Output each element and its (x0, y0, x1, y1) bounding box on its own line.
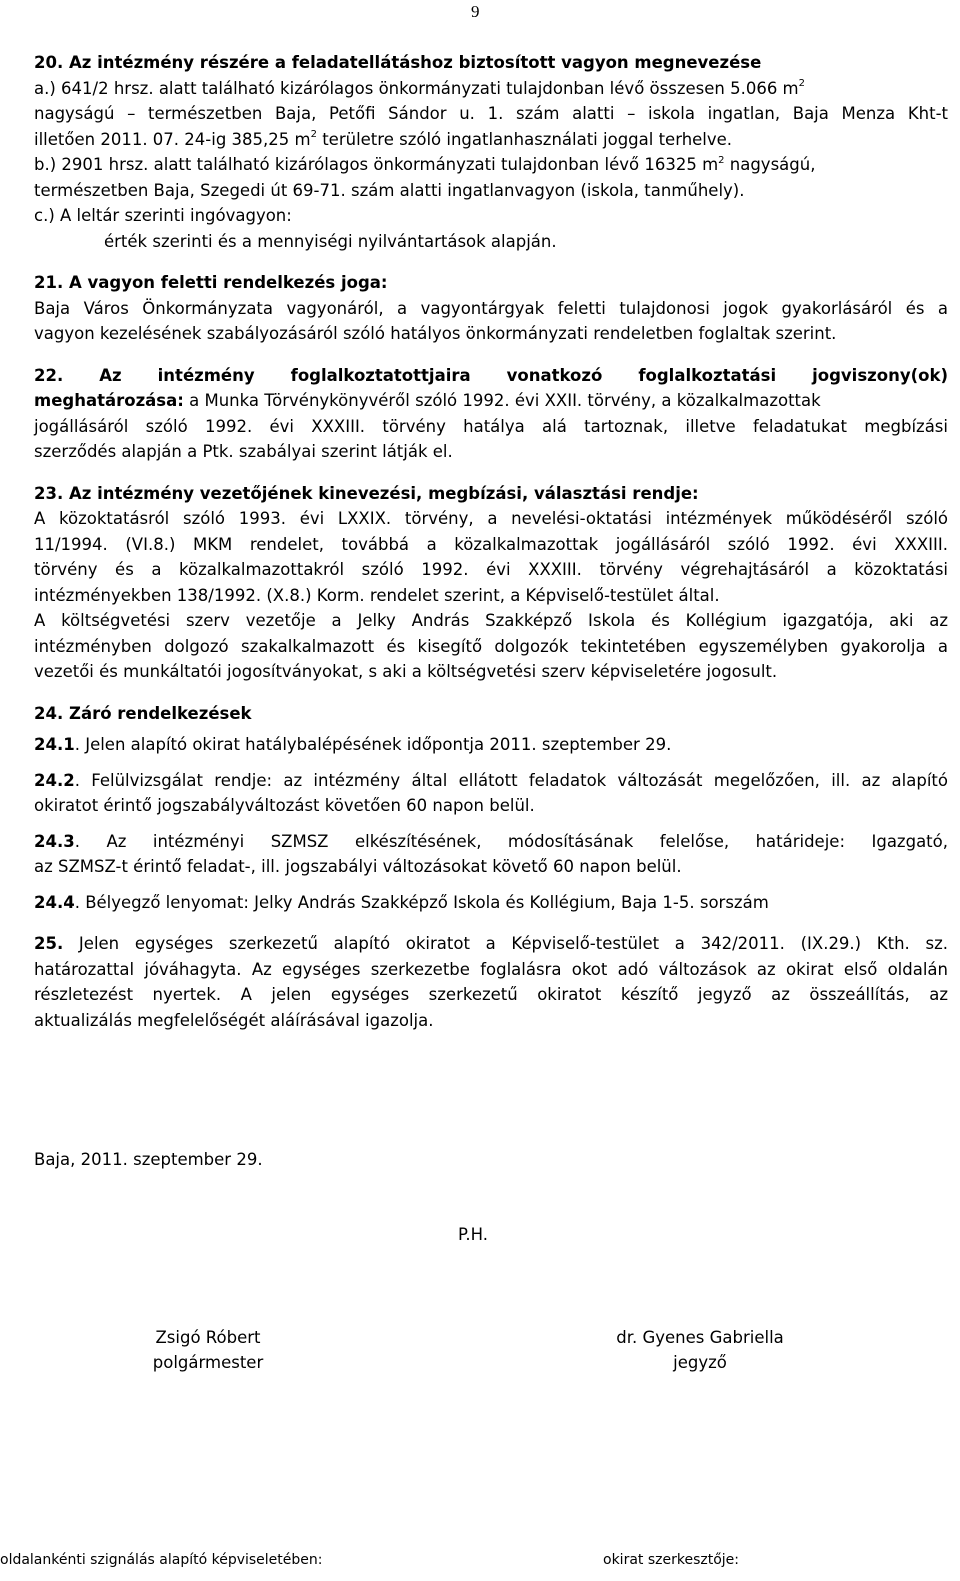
signature-name: Zsigó Róbert (155, 1328, 261, 1347)
section-24-2-text: . Felülvizsgálat rendje: az intézmény által ellátott feladatok változását megelőzően, ill. az alapító (74, 770, 948, 790)
section-23-line-2: 11/1994. (VI.8.) MKM rendelet, továbbá a közalkalmazottak jogállásáról szóló 1992. évi XXXIII. (34, 534, 948, 554)
page-number: 9 (471, 2, 480, 21)
section-24-1-text: . Jelen alapító okirat hatálybalépésének időpontja 2011. szeptember 29. (74, 735, 672, 754)
section-24-2-number: 24.2 (34, 770, 75, 790)
s20-a3-pre: illetően 2011. 07. 24-ig 385,25 m (34, 129, 311, 149)
place-date: Baja, 2011. szeptember 29. (34, 1150, 263, 1169)
section-24-4 (34, 890, 948, 916)
section-23-line-7: vezetői és munkáltatói jogosítványokat, s aki a költségvetési szerv képviseletére jogosult. (34, 662, 778, 681)
section-20-a-line-3 (34, 127, 948, 153)
section-23-line-5: A költségvetési szerv vezetője a Jelky András Szakképző Iskola és Kollégium igazgatója, aki az (34, 611, 948, 630)
section-24-3-line-1 (34, 829, 948, 855)
signature-title: jegyző (673, 1353, 727, 1372)
section-24-heading: 24. Záró rendelkezések (34, 703, 252, 723)
section-23-heading: 23. Az intézmény vezetőjének kinevezési, megbízási, választási rendje: (34, 483, 699, 503)
section-20-b-line-2: természetben Baja, Szegedi út 69-71. szám alatti ingatlanvagyon (iskola, tanműhely). (34, 180, 745, 200)
section-23 (34, 481, 948, 685)
section-20-c-line-1: c.) A leltár szerinti ingóvagyon: (34, 206, 292, 225)
section-20-a-line-2: nagyságú – természetben Baja, Petőfi Sándor u. 1. szám alatti – iskola ingatlan, Baja Menza Kht-t (34, 104, 948, 123)
signature-title: polgármester (152, 1353, 264, 1372)
section-24-1-number: 24.1 (34, 735, 75, 754)
superscript-2: 2 (718, 154, 725, 166)
section-22-line-4: szerződés alapján a Ptk. szabályai szerint látják el. (34, 442, 453, 461)
section-22-line-2 (34, 388, 948, 414)
stamp-placeholder: P.H. (458, 1225, 488, 1244)
signature-notary (590, 1325, 810, 1375)
section-22 (34, 363, 948, 465)
signature-mayor (128, 1325, 288, 1375)
section-24-3-text: . Az intézményi SZMSZ elkészítésének, módosításának felelőse, határideje: Igazgató, (74, 831, 948, 851)
section-24-1 (34, 732, 948, 758)
section-23-line-1: A közoktatásról szóló 1993. évi LXXIX. törvény, a nevelési-oktatási intézmények működéséről szóló (34, 509, 948, 528)
section-24 (34, 701, 948, 916)
superscript-2: 2 (798, 78, 806, 89)
section-22-heading-cont: meghatározása: (34, 391, 184, 410)
section-25-line-2: határozattal jóváhagyta. Az egységes szerkezetbe foglalásra okot adó változások az okirat első oldalán (34, 959, 948, 979)
document-body (34, 50, 948, 1033)
footer-initials-label: oldalankénti szignálás alapító képviseletében: (0, 1552, 323, 1568)
section-24-4-number: 24.4 (34, 892, 75, 912)
section-22-line-2-text: a Munka Törvénykönyvéről szóló 1992. évi XXII. törvény, a közalkalmazottak (183, 391, 821, 410)
section-25 (34, 931, 948, 1033)
section-23-line-6: intézményben dolgozó szakalkalmazott és kisegítő dolgozók tekintetében egyszemélyben gyakorolja a (34, 636, 948, 656)
section-21 (34, 270, 948, 347)
signature-name: dr. Gyenes Gabriella (616, 1328, 784, 1347)
s20-a1-text: a.) 641/2 hrsz. alatt található kizárólagos önkormányzati tulajdonban lévő összesen 5.066 m (34, 78, 799, 98)
section-23-line-3: törvény és a közalkalmazottakról szóló 1992. évi XXXIII. törvény végrehajtásáról a közoktatási (34, 560, 948, 579)
section-25-line-1 (34, 931, 948, 957)
s20-b1-post: nagyságú, (724, 155, 816, 174)
section-20-c-line-2: érték szerinti és a mennyiségi nyilvántartások alapján. (104, 231, 557, 251)
section-21-line-1: Baja Város Önkormányzata vagyonáról, a vagyontárgyak feletti tulajdonosi jogok gyakorlásáról és a (34, 298, 948, 318)
s20-a3-post: területre szóló ingatlanhasználati joggal terhelve. (316, 129, 733, 149)
superscript-2: 2 (310, 129, 317, 140)
section-25-line-1-text: Jelen egységes szerkezetű alapító okiratot a Képviselő-testület a 342/2011. (IX.29.) Kth. sz. (63, 934, 948, 953)
section-24-2-line-1 (34, 768, 948, 794)
section-21-line-2: vagyon kezelésének szabályozásáról szóló hatályos önkormányzati rendeletben foglaltak szerint. (34, 324, 837, 343)
footer-editor-label: okirat szerkesztője: (603, 1552, 739, 1568)
s20-b1-pre: b.) 2901 hrsz. alatt található kizárólagos önkormányzati tulajdonban lévő 16325 m (34, 155, 719, 174)
section-22-line-3: jogállásáról szóló 1992. évi XXXIII. törvény hatálya alá tartoznak, illetve feladatukat megbízási (34, 416, 948, 436)
section-24-3-line-2: az SZMSZ-t érintő feladat-, ill. jogszabályi változásokat követő 60 napon belül. (34, 857, 682, 876)
section-20 (34, 50, 948, 254)
section-24-4-text: . Bélyegző lenyomat: Jelky András Szakképző Iskola és Kollégium, Baja 1-5. sorszám (74, 892, 769, 912)
section-24-2-line-2: okiratot érintő jogszabályváltozást követően 60 napon belül. (34, 796, 535, 815)
section-24-3-number: 24.3 (34, 831, 75, 851)
section-22-heading: 22. Az intézmény foglalkoztatottjaira vonatkozó foglalkoztatási jogviszony(ok) (34, 365, 948, 385)
section-20-heading: 20. Az intézmény részére a feladatellátáshoz biztosított vagyon megnevezése (34, 53, 762, 72)
section-20-a-line-1 (34, 76, 948, 102)
section-25-line-4: aktualizálás megfelelőségét aláírásával igazolja. (34, 1010, 434, 1030)
section-20-b-line-1 (34, 152, 948, 178)
section-25-line-3: részletezést nyertek. A jelen egységes szerkezetű okiratot készítő jegyző az összeállítás, az (34, 985, 948, 1004)
section-21-heading: 21. A vagyon feletti rendelkezés joga: (34, 273, 388, 292)
section-25-number: 25. (34, 934, 64, 953)
section-23-line-4: intézményekben 138/1992. (X.8.) Korm. rendelet szerint, a Képviselő-testület által. (34, 585, 720, 605)
